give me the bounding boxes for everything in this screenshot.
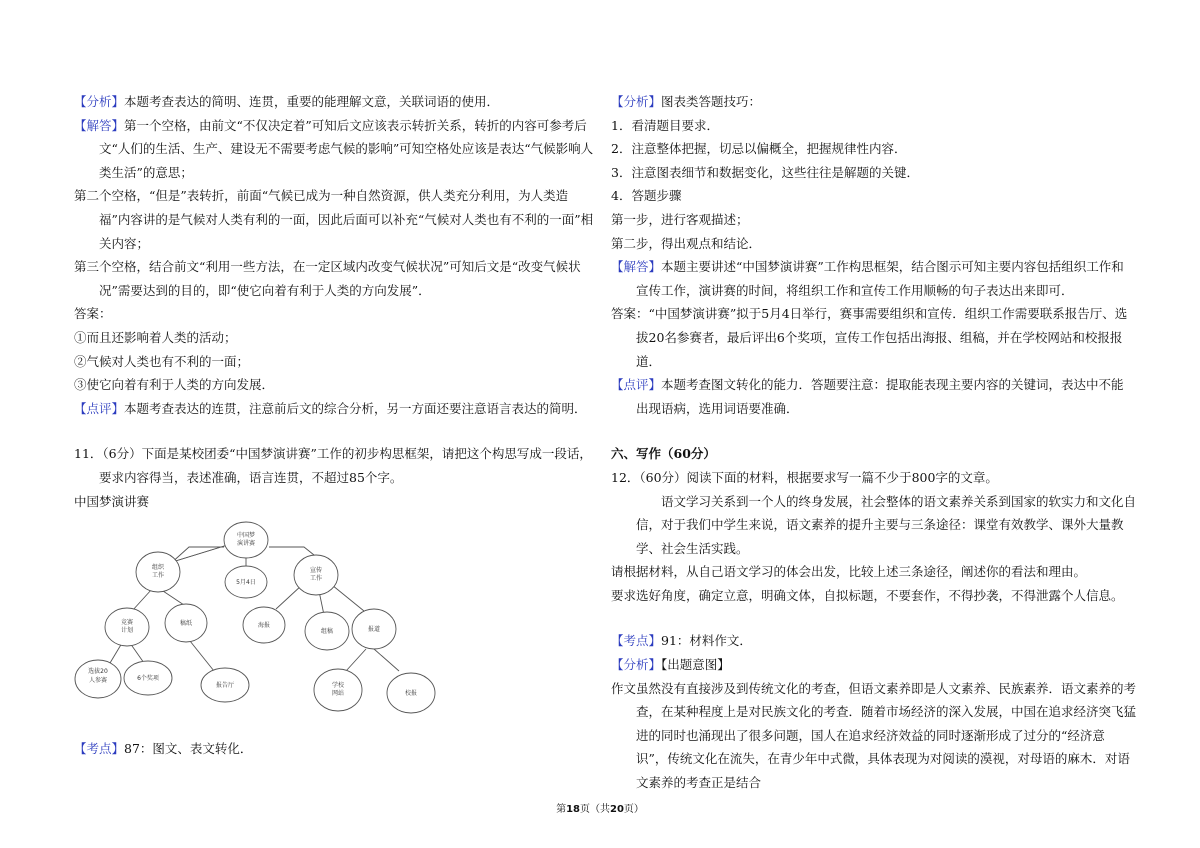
node-paper xyxy=(165,604,207,642)
answer-sample: 答案：“中国梦演讲赛”拟于5月4日举行，赛事需要组织和宣传．组织工作需要联系报告厅、选拔20名参赛者，最后评出6个奖项，宣传工作包括出海报、组稿，并在学校网站和校报报道． xyxy=(611,306,1128,369)
node-school-paper xyxy=(387,673,435,713)
section-6-title: 六、写作（60分） xyxy=(611,446,716,462)
node-root xyxy=(224,522,268,558)
edge-publicity-poster xyxy=(276,585,302,609)
answer-paragraph xyxy=(611,255,1136,302)
tip-6: 第二步，得出观点和结论． xyxy=(611,235,762,251)
analysis-tag: 【分析】 xyxy=(611,94,662,109)
edge-report-web xyxy=(346,649,366,671)
kaodian-text: 91：材料作文． xyxy=(661,633,752,649)
node-date-label: 5月4日 xyxy=(236,579,256,587)
material-paragraph: 语文学习关系到一个人的终身发展，社会整体的语文素养关系到国家的软实力和文化自信，对于我们中学生来说，语文素养的提升主要与三条途径：课堂有效教学、课外大量教学、社会生活实践。 xyxy=(636,493,1137,556)
question-12: 12．（60分）阅读下面的材料，根据要求写一篇不少于800字的文章。 xyxy=(611,469,998,485)
diagram-caption: 中国梦演讲赛 xyxy=(74,493,150,509)
node-paper-label: 稿纸 xyxy=(179,620,193,628)
edge-paper-hall xyxy=(190,641,214,671)
kaodian-paragraph xyxy=(611,629,1136,653)
node-poster xyxy=(243,607,285,643)
node-report-hall xyxy=(201,668,249,702)
comment-tag: 【点评】 xyxy=(74,400,125,416)
answers-label: 答案： xyxy=(74,306,112,322)
node-report-label: 报道 xyxy=(367,626,381,634)
tip-5: 第一步，进行客观描述； xyxy=(611,211,749,227)
answer-text: 本题主要讲述“中国梦演讲赛”工作构思框架，结合图示可知主要内容包括组织工作和宣传工作，演讲赛的时间，将组织工作和宣传工作用顺畅的句子表达出来即可． xyxy=(636,259,1124,298)
tip-3: 3．注意图表细节和数据变化，这些往往是解题的关键． xyxy=(611,164,919,180)
node-web-label-2: 网站 xyxy=(331,690,345,698)
kaodian-tag: 【考点】 xyxy=(611,633,662,649)
answer-tag: 【解答】 xyxy=(74,117,125,133)
analysis-paragraph xyxy=(74,90,594,114)
edge-plan-rank xyxy=(110,643,122,663)
footer-suffix: 页） xyxy=(623,804,644,815)
answer-item-1: ①而且还影响着人类的活动； xyxy=(74,329,237,345)
footer-page-number: 18 xyxy=(566,804,580,815)
tip-1: 1．看清题目要求． xyxy=(611,117,719,133)
comment-paragraph xyxy=(74,397,594,421)
node-publicity xyxy=(294,555,338,595)
analysis-text: 图表类答题技巧： xyxy=(661,94,762,109)
analysis2-text: 【出题意图】 xyxy=(661,657,730,673)
intent-paragraph: 作文虽然没有直接涉及到传统文化的考查，但语文素养即是人文素养、民族素养．语文素养的考查，在某种程度上是对民族文化的考查．随着市场经济的深入发展，中国在追求经济突飞猛进的同时也涌现出了很多问题，国人在追求经济效益的同时逐渐形成了过分的“经济意识”，传统文化在流失，在青少年中式微，具体表现为对阅读的漠视，对母语的麻木．对语文素养的考查正是结合 xyxy=(611,680,1137,791)
contest-framework-diagram xyxy=(74,513,444,723)
node-rank-label-2: 人参赛 xyxy=(88,677,108,685)
footer-prefix: 第 xyxy=(556,804,567,815)
node-plan-label-1: 竞赛 xyxy=(120,619,134,627)
edge-organize-plan xyxy=(132,589,152,611)
edge-root-organize-h xyxy=(169,543,234,563)
analysis2-tag: 【分析】 xyxy=(611,657,662,673)
answer-paragraph xyxy=(74,114,594,185)
node-report xyxy=(352,609,396,649)
left-column xyxy=(74,90,594,761)
requirement-1: 请根据材料，从自己语文学习的体会出发，比较上述三条途径，阐述你的看法和理由。 xyxy=(611,564,1087,580)
node-awards-label: 6个奖项 xyxy=(137,675,159,683)
requirement-2: 要求选好角度，确定立意，明确文体，自拟标题，不要套作，不得抄袭，不得泄露个人信息。 xyxy=(611,587,1124,603)
answer-text: 第一个空格，由前文“不仅决定着”可知后文应该表示转折关系，转折的内容可参考后文“人们的生活、生产、建设无不需要考虑气候的影响”可知空格处应该是表达“气候影响人类生活”的意思； xyxy=(99,117,594,180)
node-organize-label-1: 组织 xyxy=(151,564,165,572)
third-blank-paragraph: 第三个空格，结合前文“利用一些方法，在一定区域内改变气候状况”可知后文是“改变气候状况”需要达到的目的，即“使它向着有利于人类的方向发展”． xyxy=(74,259,581,298)
node-web-label-1: 学校 xyxy=(331,682,345,690)
node-rank xyxy=(75,660,121,698)
comment-tag: 【点评】 xyxy=(611,377,662,393)
node-rank-label-1: 选拔20 xyxy=(88,668,108,676)
right-column xyxy=(611,90,1136,795)
comment-paragraph xyxy=(611,373,1136,420)
node-root-label-1: 中国梦 xyxy=(236,532,256,540)
node-plan-label-2: 计划 xyxy=(120,627,134,635)
footer-mid: 页（共 xyxy=(580,804,610,815)
node-organize xyxy=(136,552,180,592)
node-poster-label: 海报 xyxy=(257,622,271,630)
node-school-paper-label: 校报 xyxy=(404,690,418,698)
node-draft xyxy=(305,612,349,650)
node-date xyxy=(225,566,267,598)
answer-item-3: ③使它向着有利于人类的方向发展． xyxy=(74,377,275,393)
comment-text: 本题考查图文转化的能力．答题要注意：提取能表现主要内容的关键词，表达中不能出现语病，选用词语要准确． xyxy=(636,377,1124,416)
kaodian-paragraph xyxy=(74,737,594,761)
analysis-tag: 【分析】 xyxy=(74,94,125,109)
analysis-text: 本题考查表达的简明、连贯，重要的能理解文意，关联词语的使用． xyxy=(124,94,500,109)
tip-2: 2．注意整体把握，切忌以偏概全，把握规律性内容． xyxy=(611,141,907,157)
edge-publicity-report xyxy=(332,585,364,611)
node-hall-label: 报告厅 xyxy=(215,682,235,690)
node-organize-label-2: 工作 xyxy=(151,572,165,580)
node-awards xyxy=(124,661,172,695)
node-publicity-label-1: 宣传 xyxy=(309,567,323,575)
analysis-paragraph xyxy=(611,90,1136,114)
answer-item-2: ②气候对人类也有不利的一面； xyxy=(74,353,250,369)
edge-report-paper xyxy=(374,649,399,671)
kaodian-text: 87：图文、表文转化． xyxy=(124,741,253,757)
analysis2-paragraph xyxy=(611,653,1136,677)
tip-4: 4．答题步骤 xyxy=(611,188,682,204)
node-contest-plan xyxy=(105,608,149,646)
node-root-label-2: 演讲赛 xyxy=(236,540,256,548)
node-publicity-label-2: 工作 xyxy=(309,575,323,583)
edge-plan-awards xyxy=(130,643,144,663)
comment-text: 本题考查表达的连贯，注意前后文的综合分析，另一方面还要注意语言表达的简明． xyxy=(124,400,587,416)
second-blank-paragraph: 第二个空格，“但是”表转折，前面“气候已成为一种自然资源，供人类充分利用，为人类造福”内容讲的是气候对人类有利的一面，因此后面可以补充“气候对人类也有不利的一面”相关内容； xyxy=(74,188,594,251)
node-draft-label: 组稿 xyxy=(320,628,334,636)
page-footer xyxy=(0,800,1200,815)
answer-tag: 【解答】 xyxy=(611,259,662,275)
footer-total-pages: 20 xyxy=(610,804,624,815)
kaodian-tag: 【考点】 xyxy=(74,741,125,757)
node-school-web xyxy=(314,669,362,711)
question-11: 11．（6分）下面是某校团委“中国梦演讲赛”工作的初步构思框架，请把这个构思写成一段话，要求内容得当，表述准确，语言连贯，不超过85个字。 xyxy=(74,446,592,485)
